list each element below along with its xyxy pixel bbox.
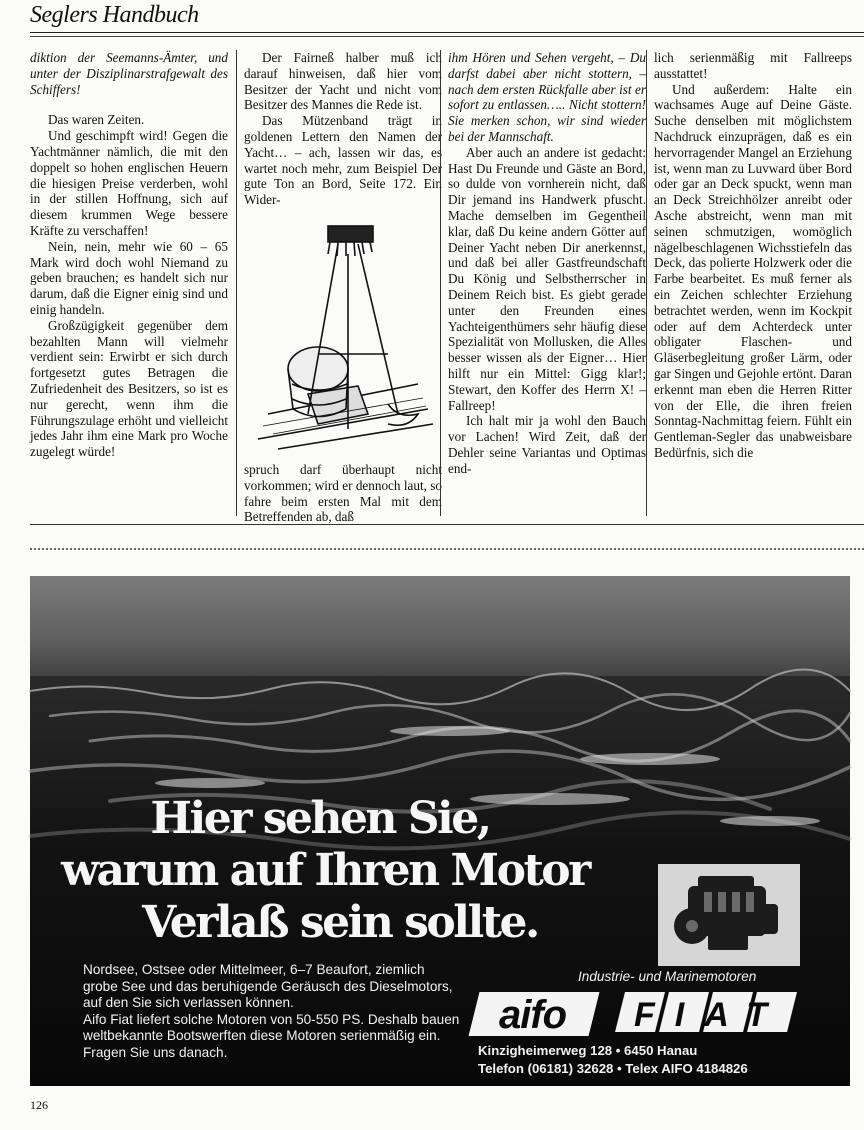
article-paragraph: Aber auch an andere ist gedacht: Hast Du Freunde und Gäste an Bord, so dulde von vornherein nicht, daß Dir jemand ins Handwerk pfuscht. Mache demselben im Gegentheil klar, daß Du keine andern Götter auf Deiner Yacht neben Dir anerkennst, und daß bei aller Gastfreundschaft Du König und Selbstherrscher in Deinem Reich bist. Es giebt gerade unter den Freunden eines Yachteigenthümers sehr häufig diese Spezialität von Mollusken, die Alles besser wissen als der Eigner… Hier hilft nur ein Mittel: Gigg klar!; Stewart, den Koffer des Herrn X! – Fallreep! [448,144,646,413]
header-rule [30,32,864,33]
ad-sky [30,576,850,686]
bucket-and-mop-illustration [248,214,438,454]
article-paragraph: Das Mützenband trägt in goldenen Lettern den Namen der Yacht… – ach, lassen wir das, es wartet noch mehr, zum Beispiel Der gute Ton an Bord, Seite 172. Ein Wider- [244,113,442,208]
ad-contact [478,1042,748,1078]
ad-headline-line-2: warum auf Ihren Motor [61,845,589,896]
ad-address: Kinzigheimerweg 128 • 6450 Hanau [478,1043,698,1058]
aifo-fiat-logo [475,986,805,1038]
article-columns [30,50,864,525]
article-end-rule [30,524,864,525]
ad-body-copy [83,962,463,1061]
column-3 [448,50,646,516]
ad-body-paragraph: Aifo Fiat liefert solche Motoren von 50-550 PS. Deshalb bauen weltbekannte Bootswerften diese Motoren serienmäßig ein. Fragen Sie uns danach. [83,1011,460,1060]
header-rule-thin [30,36,864,37]
ad-phone: Telefon (06181) 32628 • Telex AIFO 4184826 [478,1061,748,1076]
ad-body-paragraph: Nordsee, Ostsee oder Mittelmeer, 6–7 Beaufort, ziemlich grobe See und das beruhigende Geräusch des Dieselmotors, auf den Sie sich verlassen können. [83,962,453,1010]
column-divider [646,50,647,516]
article-paragraph: spruch darf überhaupt nicht vorkommen; wird er dennoch laut, so fahre beim ersten Mal mit dem Betreffenden ab, daß [244,461,442,525]
engine-photo [658,864,800,966]
column-1 [30,50,228,516]
paragraph-spacer [30,97,228,112]
article-paragraph: ihm Hören und Sehen vergeht, – Du darfst dabei aber nicht stottern, – nach dem ersten Rückfalle aber ist er sofort zu entlassen….. Nicht stottern! Sie merken schon, wir sind wieder bei der Mannschaft. [448,50,646,144]
article-paragraph: Das waren Zeiten. [48,112,145,128]
article-paragraph: Und geschimpft wird! Gegen die Yachtmänner nämlich, die mit den doppelt so hohen englischen Heuern die hiesigen Preise verderben, wohl in der stillen Hoffnung, sich auf diesem krummen Wege bessere Kräfte zu verschaffen! [30,128,228,238]
article-paragraph: Großzügigkeit gegenüber dem bezahlten Mann will vielmehr verdient sein: Erwirbt er sich durch fortgesetzt gutes Betragen die Zufriedenheit des Besitzers, so ist es nur gerecht, wenn ihm die Führungszulage erhöht und vielleicht jedes Jahr ihm eine Mark pro Woche zugelegt würde! [30,317,228,460]
article-paragraph: Nein, nein, mehr wie 60 – 65 Mark wird doch wohl Niemand zu geben brauchen; es handelt sich nur darum, daß die Eigner einig sind und einig handeln. [30,238,228,317]
svg-text:FIAT: FIAT [634,996,788,1034]
column-divider [440,50,441,516]
svg-text:aifo: aifo [499,993,567,1037]
advertisement [30,576,850,1086]
column-2 [244,50,442,525]
ad-headline-line-3: Verlaß sein sollte. [142,897,538,948]
article-paragraph: Und außerdem: Halte ein wachsames Auge auf Deine Gäste. Suche denselben mit möglichstem Nachdruck einzuprägen, daß es ein hervorragender Mangel an Erziehung ist, wenn man zu Luvward über Bord oder gar an Deck spuckt, wenn man an Deck Streichhölzer anreibt oder Asche abstreicht, wenn man mit seinen schmutzigen, womöglich nägelbeschlagenen Wichsstiefeln das Deck, das polierte Holzwerk oder die Farbe bearbeitet. Es muß ferner als ein Zeichen schlechter Erziehung betrachtet werden, wenn im Kockpit oder auf dem Achterdeck unter obligater Flaschen- und Gläserbegleitung großer Lärm, oder gar Singen und Gejohle ertönt. Daran erkennt man eben die Herren Ritter von der Elle, die ihren freien Sonntag-Nachmittag feiern. Fühlt ein Gentleman-Segler das unabweisbare Bedürfnis, sich die [654,81,852,460]
article-paragraph: Der Fairneß halber muß ich darauf hinweisen, daß hier vom Besitzer der Yacht und nicht vom Besitzer des Mannes die Rede ist. [244,50,442,113]
article-paragraph: diktion der Seemanns-Ämter, und unter der Disziplinarstrafgewalt des Schiffers! [30,50,228,97]
column-divider [236,50,237,516]
ad-headline-line-1: Hier sehen Sie, [150,793,490,844]
article-paragraph: lich serienmäßig mit Fallreeps ausstattet! [654,50,852,81]
ad-tagline: Industrie- und Marinemotoren [578,969,757,984]
column-4 [654,50,852,516]
ad-separator [30,548,864,550]
article-paragraph: Ich halt mir ja wohl den Bauch vor Lachen! Wird Zeit, daß der Dehler seine Variantas und Optimas end- [448,413,646,476]
page-number: 126 [30,1098,48,1112]
running-head: Seglers Handbuch [30,2,199,28]
